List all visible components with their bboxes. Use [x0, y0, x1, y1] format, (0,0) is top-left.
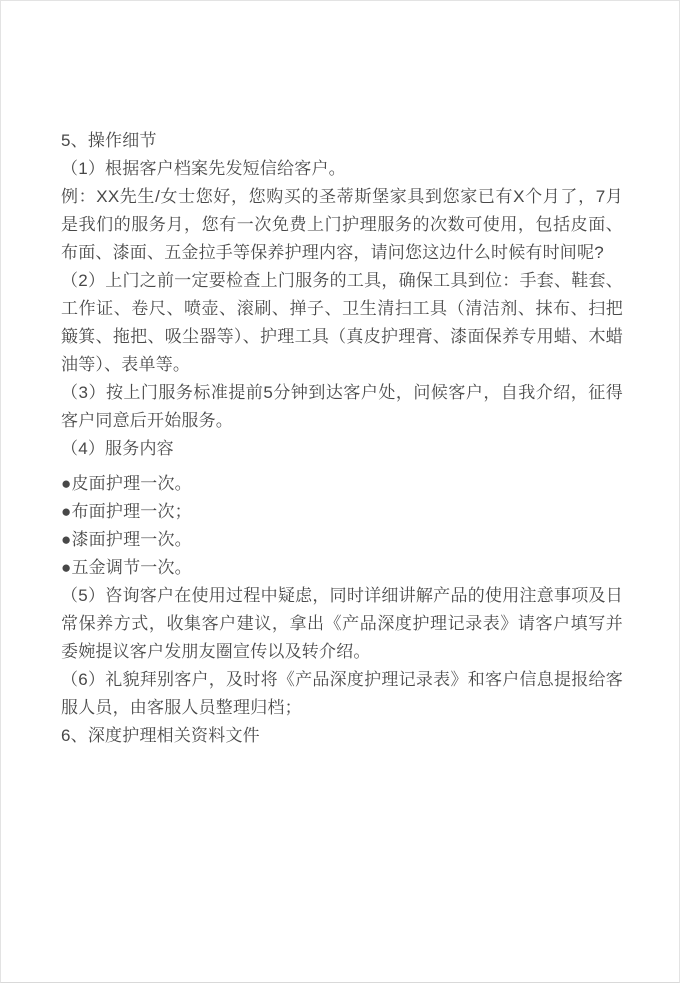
item-1-example-paragraph: 例：XX先生/女士您好，您购买的圣蒂斯堡家具到您家已有X个月了，7月是我们的服务月，您有一次免费上门护理服务的次数可使用，包括皮面、布面、漆面、五金拉手等保养护理内容，请问您这边什么时候有时间呢?: [61, 187, 623, 262]
list-item-leather-care: ●皮面护理一次。: [61, 474, 192, 493]
document-content: [61, 127, 623, 750]
item-3-paragraph: （3）按上门服务标准提前5分钟到达客户处，问候客户，自我介绍，征得客户同意后开始服务。: [61, 383, 623, 430]
section-6-heading: 6、深度护理相关资料文件: [61, 726, 260, 745]
item-2-paragraph: （2）上门之前一定要检查上门服务的工具，确保工具到位：手套、鞋套、工作证、卷尺、喷壶、滚刷、掸子、卫生清扫工具（清洁剂、抹布、扫把簸箕、拖把、吸尘器等）、护理工具（真皮护理膏、漆面保养专用蜡、木蜡油等）、表单等。: [61, 271, 623, 374]
item-5-paragraph: （5）咨询客户在使用过程中疑虑，同时详细讲解产品的使用注意事项及日常保养方式，收集客户建议，拿出《产品深度护理记录表》请客户填写并委婉提议客户发朋友圈宣传以及转介绍。: [61, 586, 623, 661]
list-item-paint-care: ●漆面护理一次。: [61, 530, 192, 549]
section-5-heading: 5、操作细节: [61, 131, 157, 150]
item-6-paragraph: （6）礼貌拜别客户，及时将《产品深度护理记录表》和客户信息提报给客服人员，由客服人员整理归档；: [61, 670, 623, 717]
list-item-fabric-care: ●布面护理一次；: [61, 502, 192, 521]
item-1-text: （1）根据客户档案先发短信给客户。: [61, 159, 346, 178]
list-item-hardware-adjust: ●五金调节一次。: [61, 558, 192, 577]
service-content-list: [61, 470, 623, 582]
item-4-heading: （4）服务内容: [61, 439, 174, 458]
